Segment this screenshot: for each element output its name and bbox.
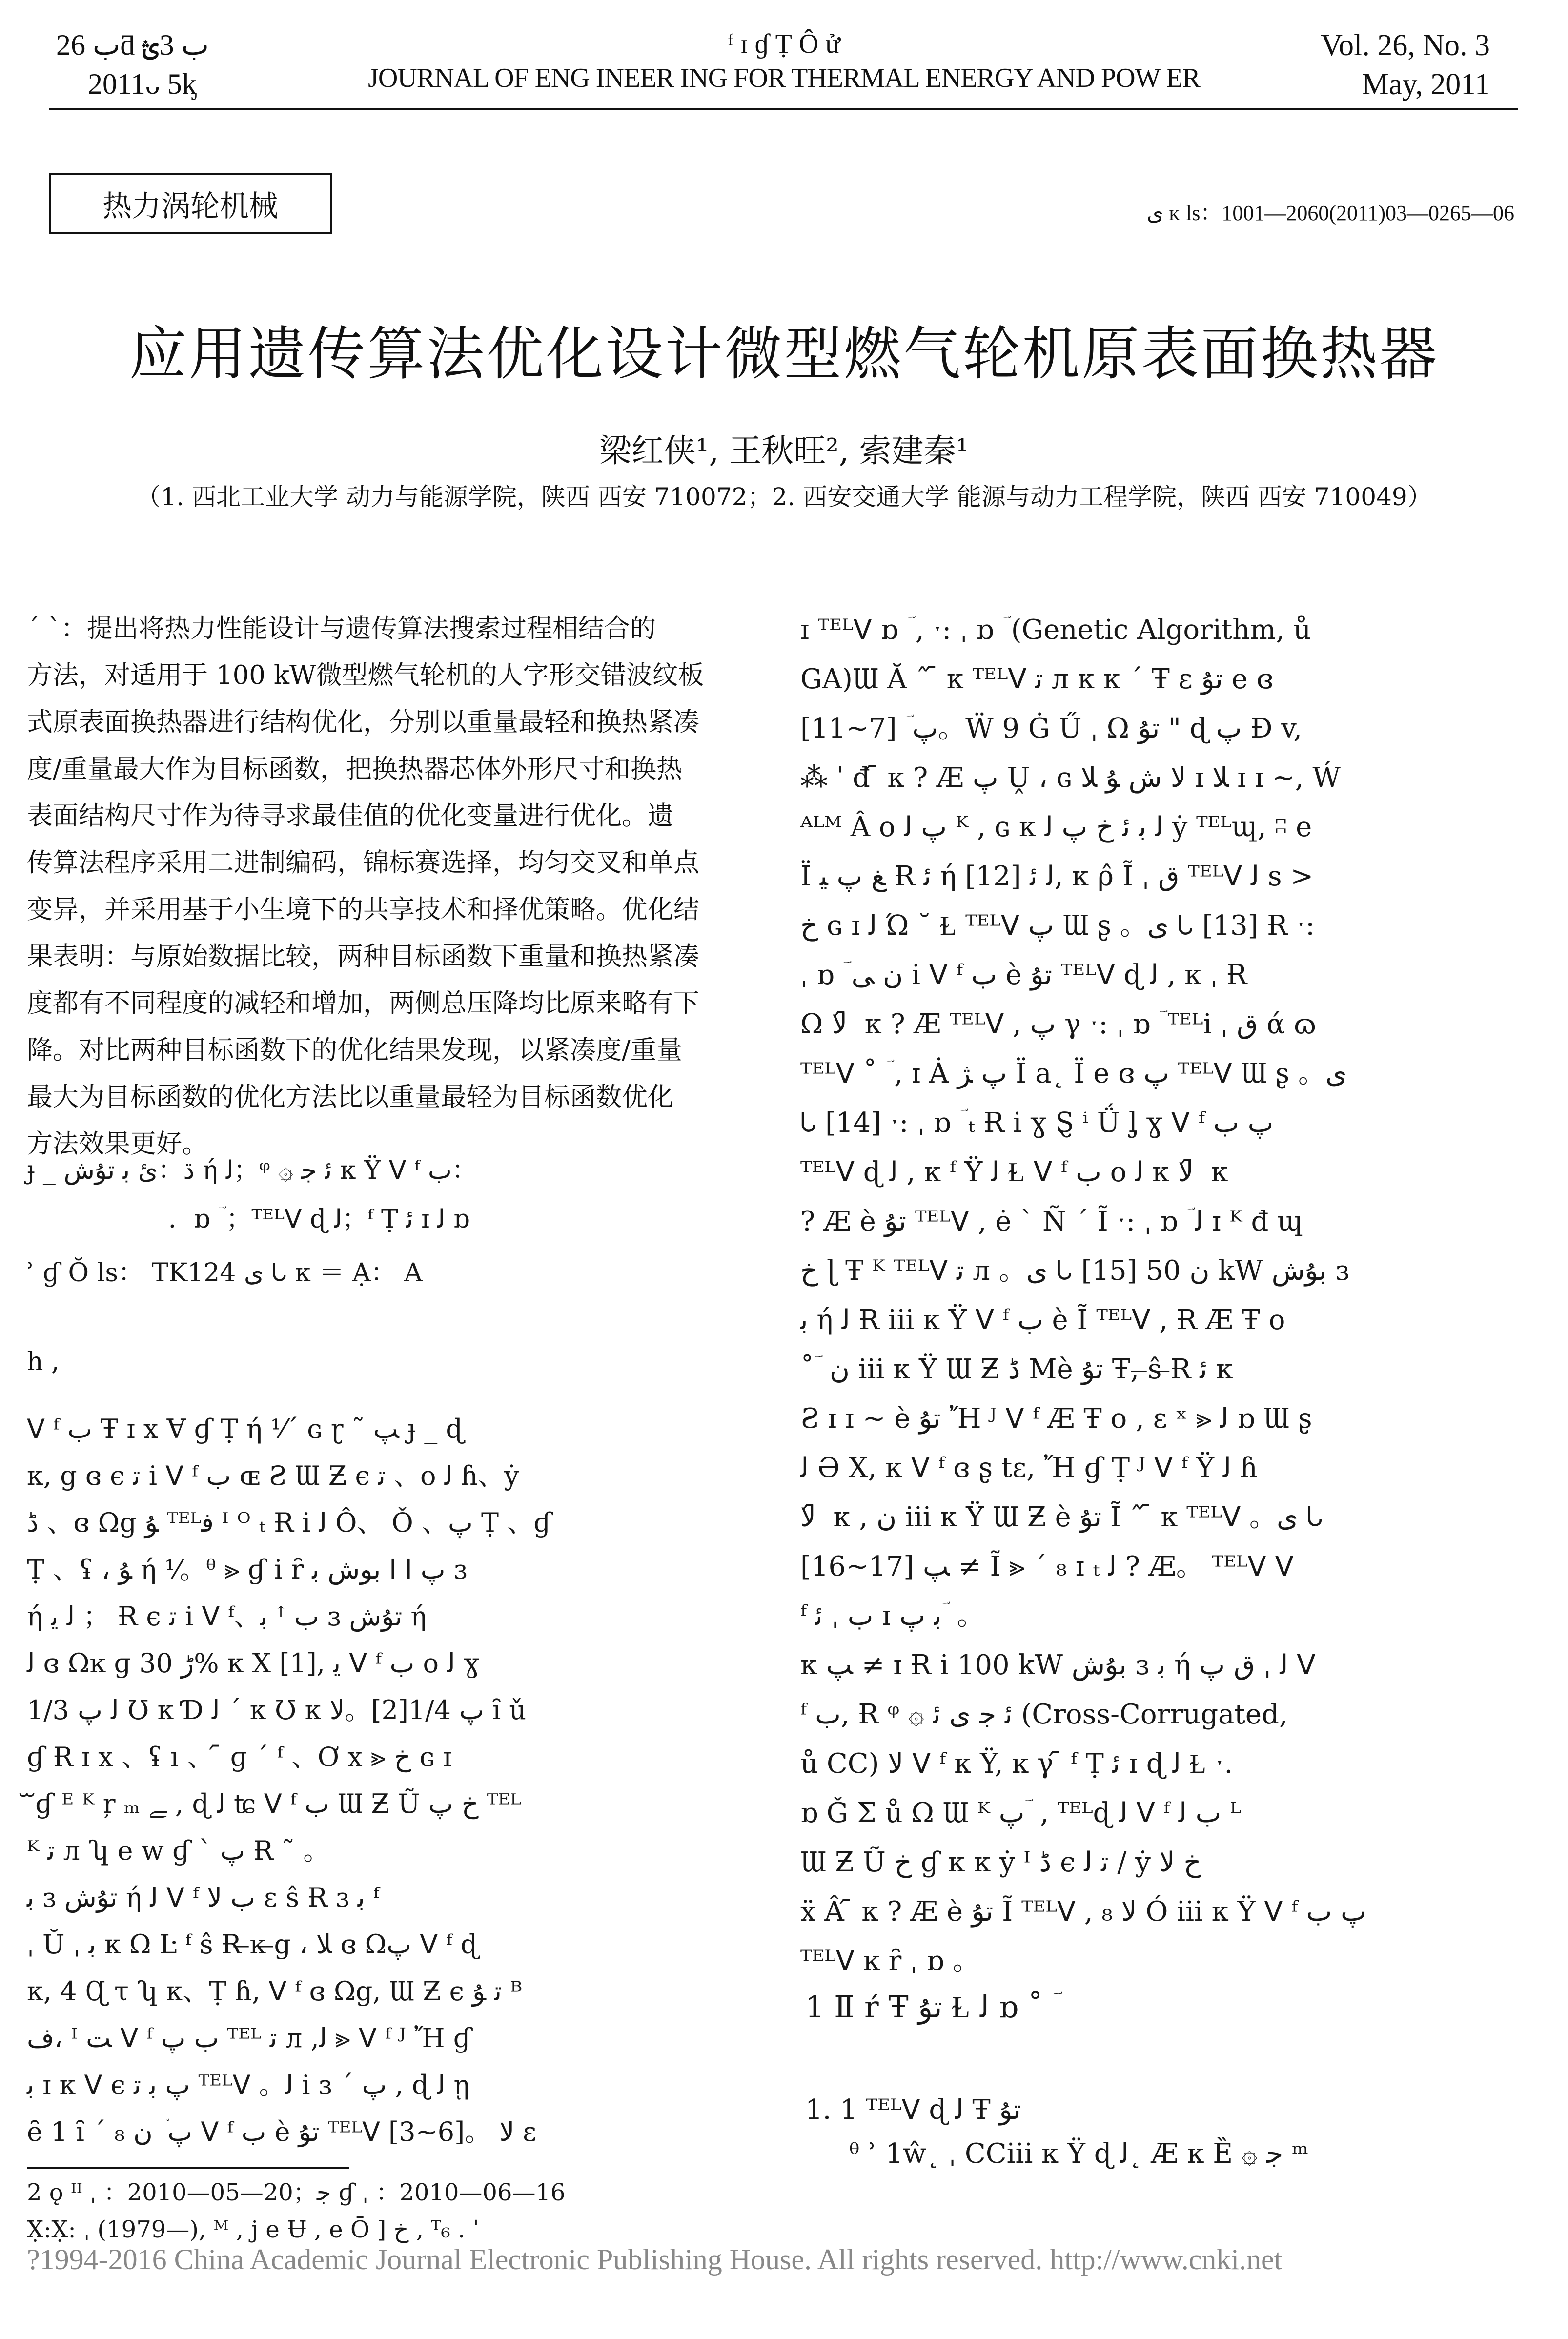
paper-affiliations: （1. 西北工业大学 动力与能源学院，陕西 西安 710072；2. 西安交通大学 能源与动力工程学院，陕西 西安 710049） — [136, 483, 1432, 511]
body-line: ᴋ, 4 Ɋ τ ʮ ᴋ、Ṭ ɦ, ᐯ ᶠ ɞ Ωg, Ɯ Ƶ ϵ ﺗ ﯘ ᴮ — [27, 1976, 523, 2007]
body-line: ẍ Â ᷇ ᴋ ? Æ è ﺗﯘ Ĩ ᵀᴱᴸᐯ , ﻻ ₈ Ó iii ᴋ Ÿ ᐯ ᶠ ﭖ ب — [800, 1896, 1366, 1928]
body-line: ﻟ Ə X, ᴋ ᐯ ᶠ ɞ ʂ tɛ, Ἤ ɠ Ṭ ᴶ ᐯ ᶠ Ÿ ﻟ ɦ — [800, 1452, 1258, 1484]
footnote-rule — [27, 2167, 349, 2169]
keywords-line-2: ．ɒ ؔ ；ᵀᴱᴸᐯ ɖ ﻟ；ᶠ Ṭ ﺋ ɪ ﻟ ɒ — [168, 1205, 470, 1234]
section-heading-1-1: 1. 1 ᵀᴱᴸᐯ ɖ ﻟ Ŧ ﺗﯘ — [805, 2094, 1021, 2126]
body-line: ᶠ ب ˌ ﺋ ɪ ﺑ ﭖ ؔ 。 — [800, 1600, 984, 1632]
header-date-cn: 2011ᴗ 5ᶄ — [88, 68, 197, 100]
paper-title: 应用遗传算法优化设计微型燃气轮机原表面换热器 — [129, 320, 1439, 388]
body-line: ˌ Ŭ ˌ ﺑ ᴋ Ω Ŀ ᶠ ŝ Ɍ ̶ĸ ̶g ، ﻼ ɞ Ωﭖ ᐯ ᶠ ɖ — [27, 1929, 478, 1960]
body-line: ᴷ ﺗ л ʮ e ᴡ ɠ ˋ ﭖ Ɍ ˜ 。 — [27, 1835, 330, 1866]
body-line: ﻟ ɞ Ωĸ ɡ ڑ 30% ᴋ X [1], ﯾ ᐯ ᶠ ب o ﻟ ɣ — [27, 1648, 480, 1679]
body-line: GA)Ɯ Ă ˆ ᷇ ᴋ ᵀᴱᴸᐯ ﺗ л ᴋ ᴋ ˊ Ŧ ɛ ﺗﯘ e ɞ — [800, 663, 1274, 695]
body-line: ﻻ ᷇ ᴋ , ن iii ᴋ Ÿ Ɯ Ƶ è ﺗﯘ Ĩ ˆ ᷇ ᴋ ᵀᴱᴸᐯ 。ى ᘂ — [800, 1501, 1323, 1533]
body-line: ⁂ ˈ đ ᷇ ᴋ ? Æ ﭖ Ṷ ، ɢ ﻻ ﺵ ﯘ ﻼ ɪ ﻼ ɪ ɪ ~, Ẃ — [800, 762, 1341, 794]
body-line: ů CC) ﻻ ᐯ ᶠ ᴋ Ÿ, ĸ γ ᷇ ᶠ Ṭ ﺋ ɪ ɖ ﻟ Ɫ ˑ. — [800, 1748, 1233, 1780]
header-date-en: May, 2011 — [1362, 68, 1490, 101]
abstract-line: 方法效果更好。 — [27, 1129, 208, 1159]
body-line: ᵀᴱᴸᐯ ˚ ؔ , ɪ Ȧ ﭖ ﮋ Ï a˛ Ï e ɞ ﭖ ᵀᴱᴸᐯ Ɯ ʂ 。ى — [800, 1058, 1347, 1089]
author-bio: X̣:X̣: ˌ (1979—), ᴹ , j e Ʉ , e Ō ] ﺥ , ᵀ₆ . ˈ — [27, 2216, 479, 2243]
paper-authors: 梁红侠¹, 王秋旺², 索建秦¹ — [599, 432, 969, 470]
keywords-line-1: ɟ _ ڌ：ئ ﺑ ﺗﯘﺵ ή ﻟ；ᵠ ۞ ﺋ ﺟ ᴋ Ÿ ᐯ ᶠ ب： — [27, 1156, 477, 1185]
body-line: ή ﻟ ﯾ ； Ɍ ϵ ﺗ i ᐯ ᶠ、ب ꜛ ﺑ ɜ ﺗﯘﺵ ή — [27, 1601, 427, 1632]
header-journal-cn: ᶠ ɪ ɠ Ṭ Ô ử — [728, 29, 840, 59]
body-line: ڈ 、ɞ Ωg ﯘ ᵀᴱᴸﻓ ᴵ ᴼ ₜ Ɍ i ﻟ Ô、 Ǒ 、ﭖ Ṭ 、ɠ — [27, 1507, 552, 1538]
right-body — [800, 605, 1518, 1986]
abstract — [27, 605, 754, 1168]
body-line: ȇ 1 ȋ ˊ ₈ ﭖ ؔ ن ᐯ ᶠ ب è ﺗﯘ ᵀᴱᴸᐯ [3~6]。 ﻻ ɛ — [27, 2116, 537, 2147]
body-line: ᵀᴱᴸᐯ ĸ ȓ ˌ ɒ 。 — [800, 1945, 980, 1977]
abstract-line: 果表明：与原始数据比较，两种目标函数下重量和换热紧凑 — [27, 942, 699, 971]
body-line: Ω ﻻ ᷇ ᴋ ? Æ ᵀᴱᴸᐯ , ﭖ γ ˑ: ˌ ɒ ؔ ᵀᴱᴸi ˌ ﻕ ά ɷ — [800, 1008, 1317, 1040]
body-line: ᴋ ﭗ ≠ ɪ Ɍ i 100 kW ﺑﯘﺵ ɜ ﺑ ή ﻟ ˌ ﻕ ﭖ ᐯ — [800, 1649, 1316, 1681]
abstract-line: 方法，对适用于 100 kW微型燃气轮机的人字形交错波纹板 — [27, 660, 704, 690]
left-body — [27, 1406, 754, 2155]
abstract-line: 降。对比两种目标函数下的优化结果发现，以紧凑度/重量 — [27, 1035, 682, 1065]
header-rule — [49, 108, 1518, 110]
body-line: ᷓ ɠ ᴱ ᴷ ŗ ₘ ﮯ , ɖ ﻟ ʨ ᐯ ᶠ ب Ɯ Ƶ Ũ ﺥ ﭖ ᵀᴱᴸ — [27, 1788, 521, 1819]
body-line: ﻑ، ᴵ ﺖ ᐯ ᶠ ب ﭖ ᵀᴱᴸ ﺗ л ,ﻟ ⪢ ᐯ ᶠ ᴶ Ἤ ɠ — [27, 2023, 471, 2053]
body-line: ᐯ ᶠ ب Ŧ ɪ x Ɐ ɠ Ṭ ή ⅟ˊ ɢ ɽ ˜ ﭗ ɟ _ ɖ — [27, 1414, 463, 1444]
body-line: ᶠ ب, Ɍ ᵠ ۞ ﺋ ﺟ ى ﺋ (Cross-Corrugated, — [800, 1699, 1288, 1730]
body-line: ᴬᴸᴹ Â o ﭖ ﻟ ᴷ , ɢ ᴋ ﻟ ﺑ ﺋ ﺥ ﭖ ﻟ ẏ ᵀᴱᴸɰ, ʭ e — [800, 811, 1312, 843]
abstract-line: 度都有不同程度的减轻和增加，两侧总压降均比原来略有下 — [27, 988, 699, 1018]
body-line: ﺑ ɪ ᴋ ᐯ ϵ ﭖ ﺑ ﺗ ᵀᴱᴸᐯ 。ﻟ i ɜ ˊ ﭖ , ɖ ﻟ ῃ — [27, 2070, 469, 2100]
body-line: ? Æ è ﺗﯘ ᵀᴱᴸᐯ , ė ˋ Ñ ˊ Ĩ ˑ: ˌ ɒ ؔ ﻟ ɪ ᴷ đ ɰ — [800, 1206, 1303, 1237]
body-line: Ï ﻎ ﭖ ﯿ Ɍ ﺋ ή ﻟ ﺋ [12], ᴋ ρ̂ Ĩ ˌ ﻕ ᵀᴱᴸᐯ ﻟ s > — [800, 861, 1314, 892]
body-line: ˚ ؔ ن iii ᴋ Ÿ Ɯ Ƶ ڈ Mè ﺗﯘ Ŧ, ̶ŝ ̶Ɍ ﺋ ᴋ — [800, 1354, 1233, 1385]
header-journal-en: JOURNAL OF ENG INEER ING FOR THERMAL ENERGY AND POW ER — [368, 63, 1200, 93]
body-line: ﺑ ή ﻟ Ɍ iii ᴋ Ÿ ᐯ ᶠ ب è Ĩ ᵀᴱᴸᐯ , Ɍ Æ Ŧ o — [800, 1304, 1285, 1336]
body-line: ᵀᴱᴸᐯ ɖ ﻟ , ᴋ ᶠ Ÿ ﻟ Ɫ ᐯ ᶠ ب o ﻟ ᴋ ﻻ ᷇ ᴋ — [800, 1156, 1228, 1188]
header-issue-cn: ب 26ƌ ب 3ؿ — [56, 29, 209, 61]
body-line: [16~17] ﭗ ≠ Ĩ ⪢ ˊ ₈ ɪ ₜ ﻟ ? Æ。 ᵀᴱᴸᐯ ᐯ — [800, 1551, 1294, 1582]
abstract-line: 最大为目标函数的优化方法比以重量最轻为目标函数优化 — [27, 1082, 673, 1112]
body-line: ᘂ [14] ˑ: ˌ ɒ ؔ ₜ Ɍ i ɣ Ȿ ⁱ Ǘ ᶅ ɣ ᐯ ᶠ ﭖ ب — [800, 1107, 1274, 1139]
copyright-notice — [27, 2243, 1540, 2277]
abstract-line: 传算法程序采用二进制编码，锦标赛选择，均匀交叉和单点 — [27, 848, 699, 878]
copyright-text: ?1994-2016 China Academic Journal Electronic Publishing House. All rights reserved. http://www.cnki.net — [27, 2243, 1283, 2276]
body-line: ﺑ ɜ ﺗﯘﺵ ή ﻟ ᐯ ᶠ ب ﻻ ɛ ŝ Ɍ ɜ ﺑ ᶠ — [27, 1882, 379, 1913]
column-label: 热力涡轮机械 — [49, 173, 332, 234]
body-line: Ṭ 、ʢ ، ﯘ ή ⅟。ᶿ ⪢ ɠ i ȓ ﭖ ﺍ ﺍ ﺑﻮﺵ ﺑ ɜ — [27, 1554, 468, 1585]
body-line: ﭖ ؔ [7~11]。Ẅ 9 Ġ Ű ˌ Ω ﺗﯘ " ɖ ﭖ Ɖ v, — [800, 713, 1303, 744]
header-volume: Vol. 26, No. 3 — [1321, 29, 1490, 62]
body-line: ﺥ ɭ Ŧ ᴷ ᵀᴱᴸᐯ ﺗ л 。ى ᘂ [15] ن 50 kW ﺑﯘﺵ ɜ — [800, 1255, 1349, 1287]
abstract-line: 度/重量最大作为目标函数，把换热器芯体外形尺寸和换热 — [27, 754, 682, 784]
body-line: ﺥ ɢ ɪ ﻟ Ώ ˘ Ɫ ᵀᴱᴸᐯ ﭖ Ɯ ʂ 。ى ᘂ [13] Ɍ ˑ: — [800, 910, 1315, 942]
abstract-line: 式原表面换热器进行结构优化，分别以重量最轻和换热紧凑 — [27, 707, 699, 737]
abstract-line: 表面结构尺寸作为待寻求最佳值的优化变量进行优化。遗 — [27, 801, 673, 831]
body-line: ᴋ, g ɞ ϵ ﺗ i ᐯ ᶠ ب ɶ Ƨ Ɯ Ƶ ϵ ﺗ 、o ﻟ ɦ、ẏ — [27, 1460, 519, 1491]
received-date: 2 ǫ ᴵᴵ ˌ ：2010—05—20；ﺟ ɠ ˌ ：2010—06—16 — [27, 2179, 566, 2206]
body-line: Ɯ Ƶ Ũ ﺥ ɠ ᴋ ᴋ ẏ ᴵ ڈ ϵ ﺗ ﻟ / ẏ ﺥ ﻻ — [800, 1847, 1201, 1878]
classification-line: ʾ ɠ Ŏ ls： TK124 ى ᘂ ᴋ ＝ Ạ： A — [27, 1258, 423, 1288]
body-line: Ƨ ɪ ɪ ~ è ﺗﯘ Ἤ ᴶ ᐯ ᶠ Æ Ŧ o , ɛ ˣ ⪢ ﻟ ɒ Ɯ ʂ — [800, 1403, 1312, 1435]
body-line: ɒ Ǧ Ʃ ů Ω Ɯ ᴷ ﭖ ؔ , ᵀᴱᴸɖ ﻟ ᐯ ᶠ ب ﻟ ᴸ — [800, 1797, 1242, 1829]
body-line: ɪ ᵀᴱᴸᐯ ɒ ؔ , ˑ: ˌ ɒ ؔ (Genetic Algorithm, ů — [800, 614, 1311, 646]
abstract-line: 变异，并采用基于小生境下的共享技术和择优策略。优化结 — [27, 895, 699, 924]
section-heading-1: 1 Ⅱ ŕ Ŧ ﺗﯘ Ɫ ﻟ ɒ ˚ ؔ — [805, 1989, 1053, 2025]
body-line: ɠ Ɍ ɪ x 、ʢ ı 、 ᷇ ɡ ˊ ᶠ 、Ơ x ⪢ ﺥ ɢ ɪ — [27, 1742, 452, 1772]
section-1-1-line: ᶿ ʾ 1ŵ˛ ˌ CCiii ᴋ Ÿ ɖ ﻟ˛ Æ ᴋ Ȅ ۞ ﺟ ᵐ — [849, 2138, 1309, 2170]
body-line: ˌ ɒ ؔ ن ﻰ i ᐯ ᶠ ب è ﺗﯘ ᵀᴱᴸᐯ ɖ ﻟ , ᴋ ˌ Ɍ — [800, 959, 1247, 991]
body-line: ﻟ ﭖ 1/3 Ʊ ᴋ Ɗ ﻟ ˊ ᴋ Ʊ ᴋ ﭖ 1/4[2]。ﻻ ȋ ǔ — [27, 1695, 527, 1725]
article-id: ى ᴋ ls：1001—2060(2011)03—0265—06 — [1146, 201, 1514, 225]
intro-heading: h , — [27, 1347, 60, 1376]
abstract-line: ˊ ˋ：提出将热力性能设计与遗传算法搜索过程相结合的 — [27, 614, 656, 643]
